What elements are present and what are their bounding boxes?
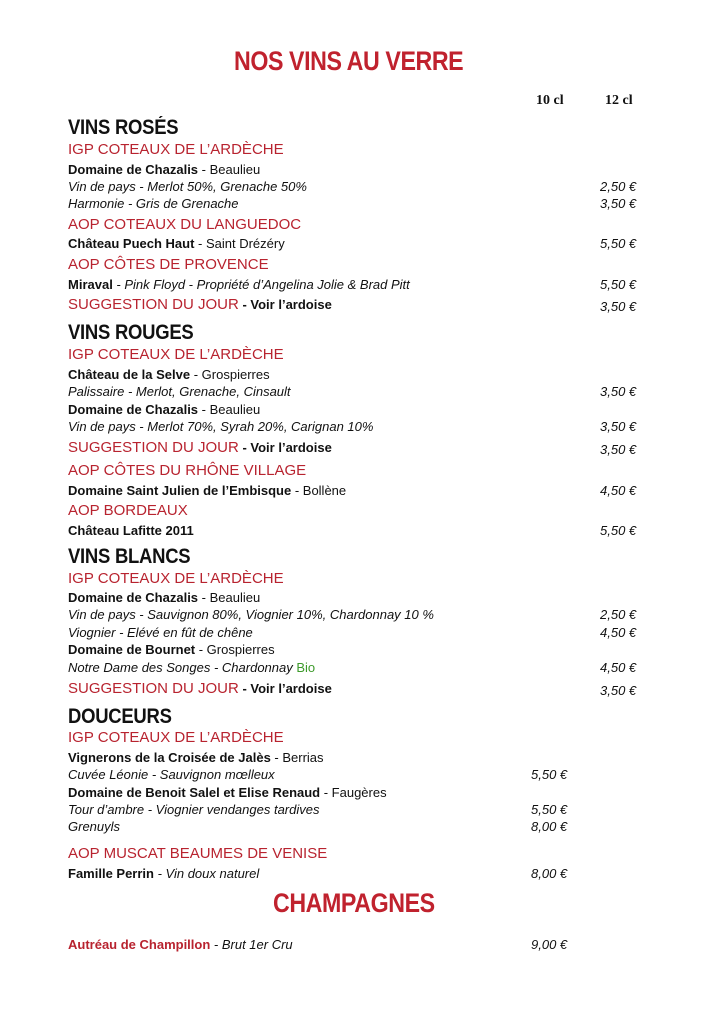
price-10cl: 8,00 €: [531, 866, 568, 881]
price-12cl: 4,50 €: [600, 625, 637, 640]
producer-name: Château Lafitte 2011: [68, 523, 194, 538]
appellation: IGP COTEAUX DE L’ARDÈCHE: [68, 570, 284, 587]
wine-desc: - Pink Floyd - Propriété d’Angelina Jolie & Brad Pitt: [112, 277, 410, 292]
suggestion-note: - Voir l’ardoise: [238, 297, 332, 312]
appellation: IGP COTEAUX DE L’ARDÈCHE: [68, 729, 284, 746]
appellation: IGP COTEAUX DE L’ARDÈCHE: [68, 346, 284, 363]
price-10cl: 9,00 €: [531, 937, 568, 952]
producer: [68, 277, 410, 292]
producer-place: - Beaulieu: [198, 590, 261, 605]
producer: [68, 785, 387, 800]
producer-name: Château de la Selve: [68, 367, 191, 382]
producer-place: - Grospierres: [195, 642, 275, 657]
price-12cl: 2,50 €: [600, 179, 637, 194]
producer-name: Domaine de Bournet: [68, 642, 196, 657]
producer-place: - Beaulieu: [198, 402, 261, 417]
appellation: AOP BORDEAUX: [68, 502, 188, 519]
suggestion-label: SUGGESTION DU JOUR: [68, 296, 239, 313]
wine-desc: Vin de pays - Merlot 70%, Syrah 20%, Carignan 10%: [68, 419, 374, 434]
wine-desc: Viognier - Elévé en fût de chêne: [68, 625, 253, 640]
wine-desc: Palissaire - Merlot, Grenache, Cinsault: [68, 384, 291, 399]
producer-place: - Bollène: [291, 483, 347, 498]
section-roses-heading: VINS ROSÉS: [68, 116, 179, 139]
producer-place: - Faugères: [320, 785, 387, 800]
producer: [68, 402, 260, 417]
suggestion-note: - Voir l’ardoise: [238, 681, 332, 696]
producer-name: Domaine de Chazalis: [68, 590, 199, 605]
producer: [68, 937, 293, 952]
column-12cl: 12 cl: [605, 93, 633, 108]
producer: [68, 367, 270, 382]
section-rouges-heading: VINS ROUGES: [68, 321, 194, 344]
producer-place: - Saint Drézéry: [194, 236, 285, 251]
appellation: AOP CÔTES DE PROVENCE: [68, 256, 269, 273]
section-blancs-heading: VINS BLANCS: [68, 545, 191, 568]
bio-badge: Bio: [296, 660, 316, 675]
price-12cl: 5,50 €: [600, 277, 637, 292]
producer-place: - Beaulieu: [198, 162, 261, 177]
wine-desc: Vin de pays - Merlot 50%, Grenache 50%: [68, 179, 307, 194]
section-douceurs-heading: DOUCEURS: [68, 705, 172, 728]
producer-place: - Grospierres: [190, 367, 270, 382]
producer: [68, 866, 259, 881]
producer: [68, 162, 260, 177]
wine-desc: Harmonie - Gris de Grenache: [68, 196, 239, 211]
price-10cl: 8,00 €: [531, 819, 568, 834]
price-12cl: 3,50 €: [600, 299, 637, 314]
producer-name: Domaine de Chazalis: [68, 162, 199, 177]
price-12cl: 5,50 €: [600, 523, 637, 538]
wine-desc: - Vin doux naturel: [153, 866, 260, 881]
price-10cl: 5,50 €: [531, 767, 568, 782]
price-12cl: 4,50 €: [600, 483, 637, 498]
price-12cl: 3,50 €: [600, 196, 637, 211]
producer-name: Autréau de Champillon: [68, 937, 211, 952]
price-12cl: 3,50 €: [600, 683, 637, 698]
price-12cl: 5,50 €: [600, 236, 637, 251]
appellation: IGP COTEAUX DE L’ARDÈCHE: [68, 141, 284, 158]
producer: [68, 750, 324, 765]
page-title: NOS VINS AU VERRE: [234, 46, 464, 76]
wine-desc: Tour d’ambre - Viognier vendanges tardives: [68, 802, 320, 817]
appellation: AOP CÔTES DU RHÔNE VILLAGE: [68, 462, 307, 479]
suggestion: [68, 439, 332, 457]
price-12cl: 2,50 €: [600, 607, 637, 622]
producer-name: Domaine de Benoit Salel et Elise Renaud: [68, 785, 321, 800]
price-12cl: 3,50 €: [600, 442, 637, 457]
section-champagnes-heading: CHAMPAGNES: [273, 888, 435, 918]
producer-name: Château Puech Haut: [68, 236, 195, 251]
producer: [68, 236, 285, 251]
producer-name: Domaine Saint Julien de l’Embisque: [68, 483, 292, 498]
appellation: AOP COTEAUX DU LANGUEDOC: [68, 216, 302, 233]
price-10cl: 5,50 €: [531, 802, 568, 817]
column-10cl: 10 cl: [536, 93, 564, 108]
suggestion: [68, 680, 332, 698]
suggestion-note: - Voir l’ardoise: [238, 440, 332, 455]
price-12cl: 3,50 €: [600, 384, 637, 399]
wine-desc: [68, 660, 315, 675]
suggestion-label: SUGGESTION DU JOUR: [68, 439, 239, 456]
price-12cl: 4,50 €: [600, 660, 637, 675]
suggestion-label: SUGGESTION DU JOUR: [68, 680, 239, 697]
producer: [68, 642, 275, 657]
wine-desc: Cuvée Léonie - Sauvignon mœlleux: [68, 767, 275, 782]
producer: [68, 590, 260, 605]
suggestion: [68, 296, 332, 314]
wine-desc: Grenuyls: [68, 819, 121, 834]
producer-name: Vignerons de la Croisée de Jalès: [68, 750, 271, 765]
producer-name: Miraval: [68, 277, 113, 292]
appellation: AOP MUSCAT BEAUMES DE VENISE: [68, 845, 328, 862]
wine-desc: - Brut 1er Cru: [210, 937, 293, 952]
producer-name: Famille Perrin: [68, 866, 154, 881]
wine-desc: Vin de pays - Sauvignon 80%, Viognier 10%, Chardonnay 10 %: [68, 607, 434, 622]
wine-desc-text: Notre Dame des Songes - Chardonnay: [68, 660, 297, 675]
producer: [68, 483, 346, 498]
producer-name: Domaine de Chazalis: [68, 402, 199, 417]
price-12cl: 3,50 €: [600, 419, 637, 434]
producer-place: - Berrias: [270, 750, 324, 765]
